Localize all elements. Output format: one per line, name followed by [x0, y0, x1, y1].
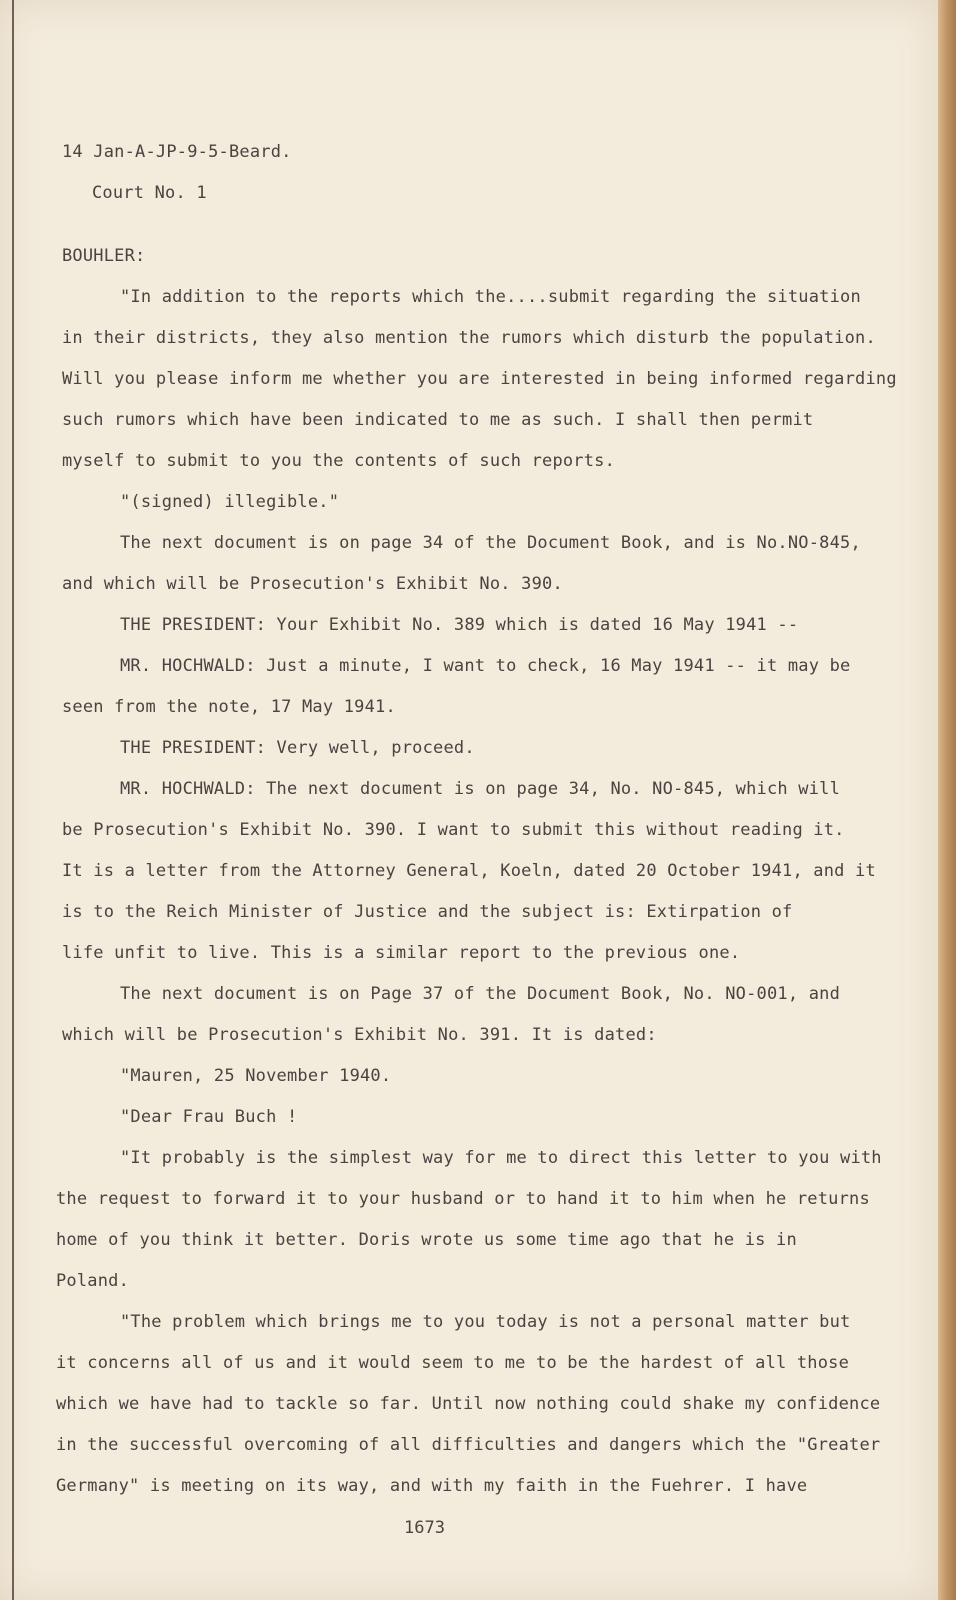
text-line: MR. HOCHWALD: The next document is on page 34, No. NO-845, which will: [120, 779, 841, 799]
text-line: MR. HOCHWALD: Just a minute, I want to check, 16 May 1941 -- it may be: [120, 656, 851, 676]
text-line: home of you think it better. Doris wrote us some time ago that he is in: [56, 1230, 797, 1250]
text-line: it concerns all of us and it would seem to me to be the hardest of all those: [56, 1353, 850, 1373]
text-line: "Dear Frau Buch !: [120, 1107, 298, 1127]
text-line: seen from the note, 17 May 1941.: [62, 697, 396, 717]
court-number: Court No. 1: [92, 183, 207, 203]
text-line: the request to forward it to your husband or to hand it to him when he returns: [56, 1189, 870, 1209]
signature-line: "(signed) illegible.": [120, 492, 340, 512]
text-line: THE PRESIDENT: Your Exhibit No. 389 which is dated 16 May 1941 --: [120, 615, 799, 635]
text-line: "In addition to the reports which the....submit regarding the situation: [120, 287, 861, 307]
text-line: It is a letter from the Attorney General, Koeln, dated 20 October 1941, and it: [62, 861, 876, 881]
text-line: Germany" is meeting on its way, and with my faith in the Fuehrer. I have: [56, 1476, 808, 1496]
text-line: life unfit to live. This is a similar report to the previous one.: [62, 943, 741, 963]
text-line: in their districts, they also mention the rumors which disturb the population.: [62, 328, 876, 348]
text-line: Poland.: [56, 1271, 130, 1291]
text-line: Will you please inform me whether you are interested in being informed regarding: [62, 369, 897, 389]
binding-line: [12, 0, 14, 1600]
speaker-label: BOUHLER:: [62, 246, 146, 266]
text-line: THE PRESIDENT: Very well, proceed.: [120, 738, 475, 758]
text-line: such rumors which have been indicated to me as such. I shall then permit: [62, 410, 814, 430]
text-line: The next document is on page 34 of the Document Book, and is No.NO-845,: [120, 533, 861, 553]
text-line: "Mauren, 25 November 1940.: [120, 1066, 392, 1086]
text-line: and which will be Prosecution's Exhibit No. 390.: [62, 574, 563, 594]
text-line: which will be Prosecution's Exhibit No. 391. It is dated:: [62, 1025, 657, 1045]
text-line: which we have had to tackle so far. Until now nothing could shake my confidence: [56, 1394, 881, 1414]
text-line: "The problem which brings me to you today is not a personal matter but: [120, 1312, 851, 1332]
page-number: 1673: [404, 1518, 445, 1538]
text-line: be Prosecution's Exhibit No. 390. I want to submit this without reading it.: [62, 820, 845, 840]
text-line: The next document is on Page 37 of the Document Book, No. NO-001, and: [120, 984, 841, 1004]
text-line: myself to submit to you the contents of such reports.: [62, 451, 616, 471]
text-line: "It probably is the simplest way for me to direct this letter to you with: [120, 1148, 882, 1168]
text-line: in the successful overcoming of all difficulties and dangers which the "Greater: [56, 1435, 881, 1455]
text-line: is to the Reich Minister of Justice and the subject is: Extirpation of: [62, 902, 793, 922]
header-reference: 14 Jan-A-JP-9-5-Beard.: [62, 142, 292, 162]
paper-edge: [938, 0, 956, 1600]
